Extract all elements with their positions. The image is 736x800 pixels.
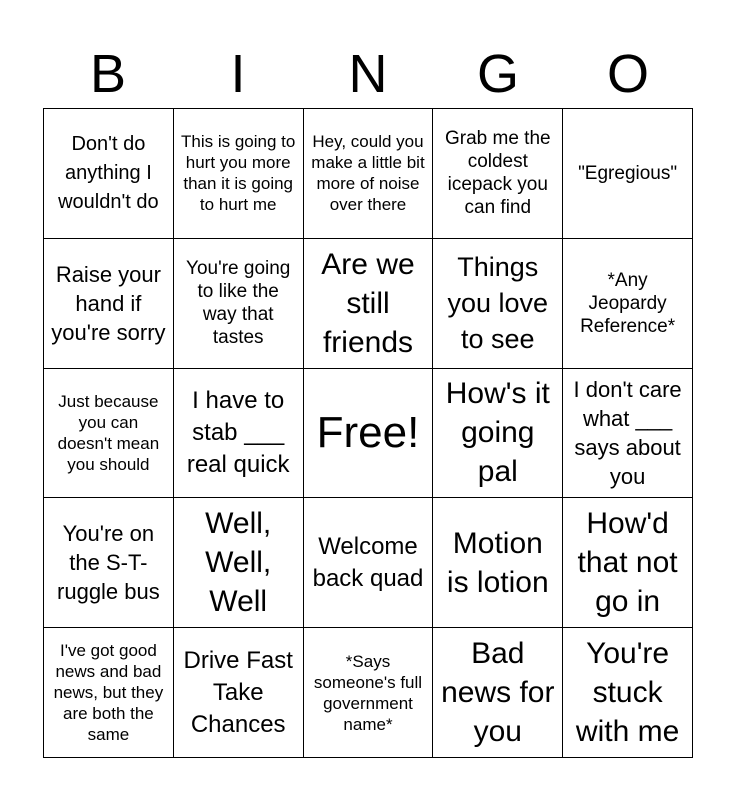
bingo-cell[interactable] (304, 239, 434, 369)
bingo-cell[interactable] (563, 628, 693, 758)
bingo-cell[interactable] (44, 628, 174, 758)
bingo-cell[interactable] (44, 109, 174, 239)
cell-text: This is going to hurt you more than it is going to hurt me (181, 132, 296, 215)
bingo-cell[interactable] (44, 369, 174, 499)
bingo-cell[interactable] (433, 369, 563, 499)
cell-text: Things you love to see (447, 252, 549, 355)
bingo-board (43, 108, 693, 758)
bingo-header (43, 40, 693, 108)
bingo-cell[interactable] (44, 239, 174, 369)
bingo-cell[interactable] (44, 498, 174, 628)
bingo-cell[interactable] (433, 109, 563, 239)
cell-text: "Egregious" (578, 162, 678, 184)
cell-text: Drive Fast Take Chances (183, 646, 293, 738)
bingo-cell[interactable] (304, 628, 434, 758)
bingo-cell[interactable] (563, 109, 693, 239)
cell-text: Are we still friends (321, 247, 415, 359)
bingo-cell[interactable] (433, 628, 563, 758)
header-letter-b: B (89, 44, 127, 104)
bingo-cell[interactable] (304, 109, 434, 239)
cell-text: You're stuck with me (575, 637, 680, 749)
bingo-cell[interactable] (433, 239, 563, 369)
cell-text: Motion is lotion (446, 526, 549, 599)
header-letter-n: N (348, 44, 388, 104)
cell-text: Welcome back quad (312, 532, 424, 592)
bingo-cell[interactable] (433, 498, 563, 628)
bingo-cell[interactable] (563, 369, 693, 499)
cell-text: You're on the S-T-ruggle bus (57, 521, 160, 605)
bingo-cell[interactable] (174, 109, 304, 239)
cell-text: Free! (316, 407, 420, 457)
cell-text: Well, Well, Well (205, 507, 272, 619)
cell-text: You're going to like the way that tastes (186, 258, 291, 349)
bingo-cell[interactable] (174, 498, 304, 628)
bingo-cell[interactable] (563, 239, 693, 369)
cell-text: Bad news for you (441, 637, 555, 749)
cell-text: Don't do anything I wouldn't do (58, 132, 159, 213)
cell-text: *Says someone's full government name* (313, 651, 423, 734)
cell-text: Grab me the coldest icepack you can find (444, 128, 551, 219)
cell-text: Hey, could you make a little bit more of noise over there (311, 132, 425, 215)
cell-text: How's it going pal (445, 377, 550, 489)
cell-text: I have to stab ___ real quick (186, 386, 290, 478)
bingo-cell[interactable] (174, 239, 304, 369)
cell-text: *Any Jeopardy Reference* (580, 269, 676, 337)
bingo-cell[interactable] (563, 498, 693, 628)
bingo-cell[interactable] (304, 498, 434, 628)
bingo-cell[interactable] (174, 369, 304, 499)
header-letter-g: G (476, 44, 519, 104)
cell-text: I don't care what ___ says about you (573, 376, 682, 489)
bingo-cell[interactable] (174, 628, 304, 758)
cell-text: I've got good news and bad news, but they are both the same (53, 641, 164, 745)
header-letter-o: O (606, 44, 649, 104)
free-space[interactable] (304, 369, 434, 499)
cell-text: How'd that not go in (577, 507, 678, 619)
header-letter-i: I (230, 44, 246, 104)
cell-text: Raise your hand if you're sorry (51, 261, 166, 345)
cell-text: Just because you can doesn't mean you should (57, 391, 160, 474)
